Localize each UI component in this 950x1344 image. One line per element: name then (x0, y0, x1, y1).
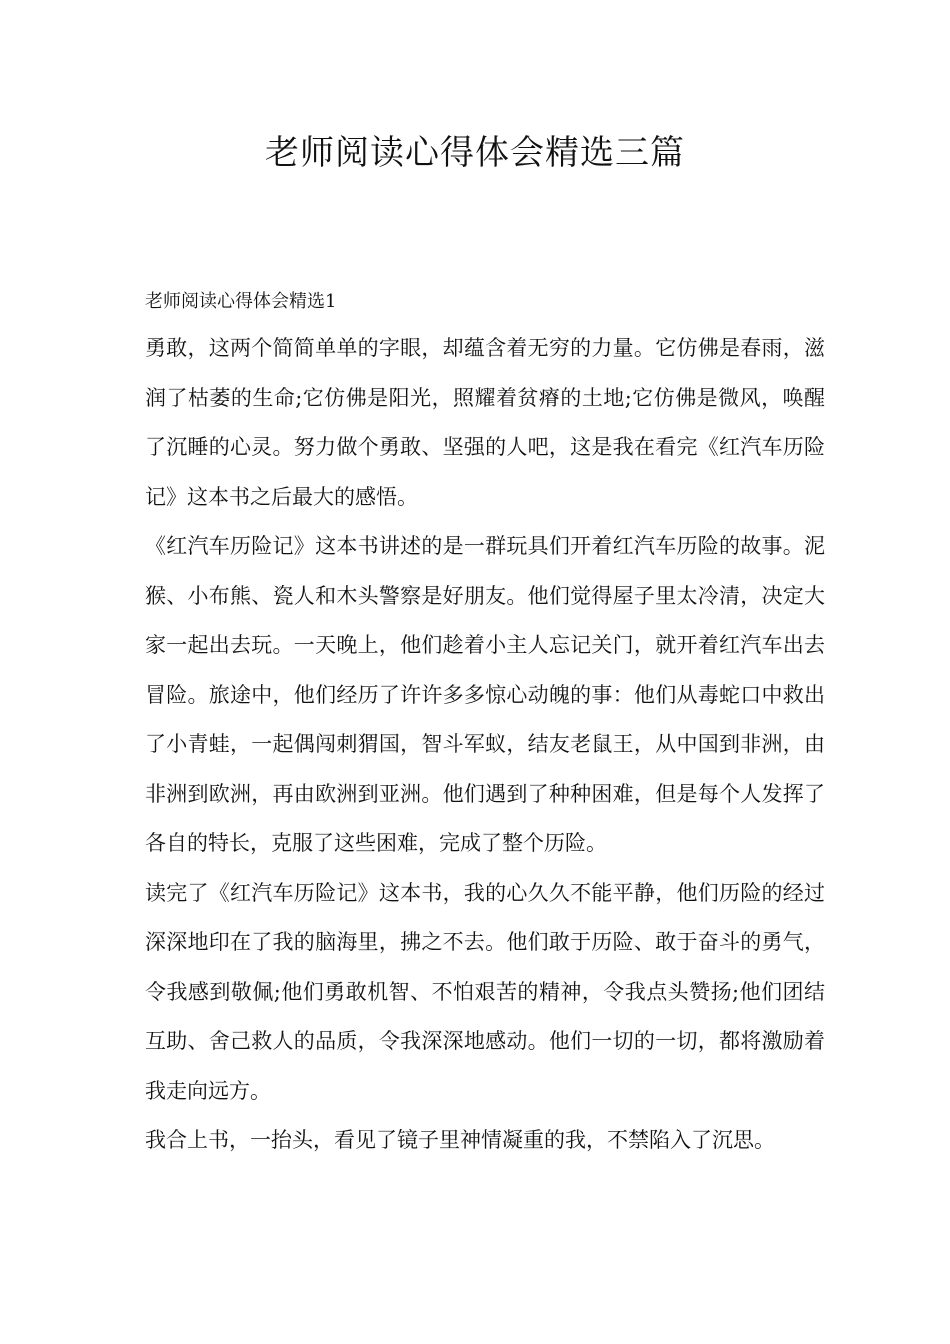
section-heading: 老师阅读心得体会精选1 (145, 291, 337, 312)
document-body (145, 284, 825, 1166)
paragraph-2: 《红汽车历险记》这本书讲述的是一群玩具们开着红汽车历险的故事。泥猴、小布熊、瓷人和木头警察是好朋友。他们觉得屋子里太冷清，决定大家一起出去玩。一天晚上，他们趁着小主人忘记关门，就开着红汽车出去冒险。旅途中，他们经历了许许多多惊心动魄的事：他们从毒蛇口中救出了小青蛙，一起偶闯刺猬国，智斗军蚁，结友老鼠王，从中国到非洲，由非洲到欧洲，再由欧洲到亚洲。他们遇到了种种困难，但是每个人发挥了各自的特长，克服了这些困难，完成了整个历险。 (145, 534, 825, 855)
paragraph-4: 我合上书，一抬头，看见了镜子里神情凝重的我，不禁陷入了沉思。 (145, 1128, 775, 1152)
document-title: 老师阅读心得体会精选三篇 (265, 133, 685, 173)
paragraph-1: 勇敢，这两个简简单单的字眼，却蕴含着无穷的力量。它仿佛是春雨，滋润了枯萎的生命;它仿佛是阳光，照耀着贫瘠的土地;它仿佛是微风，唤醒了沉睡的心灵。努力做个勇敢、坚强的人吧，这是我在看完《红汽车历险记》这本书之后最大的感悟。 (145, 336, 825, 509)
paragraph-3: 读完了《红汽车历险记》这本书，我的心久久不能平静，他们历险的经过深深地印在了我的脑海里，拂之不去。他们敢于历险、敢于奋斗的勇气，令我感到敬佩;他们勇敢机智、不怕艰苦的精神，令我点头赞扬;他们团结互助、舍己救人的品质，令我深深地感动。他们一切的一切，都将激励着我走向远方。 (145, 880, 825, 1103)
